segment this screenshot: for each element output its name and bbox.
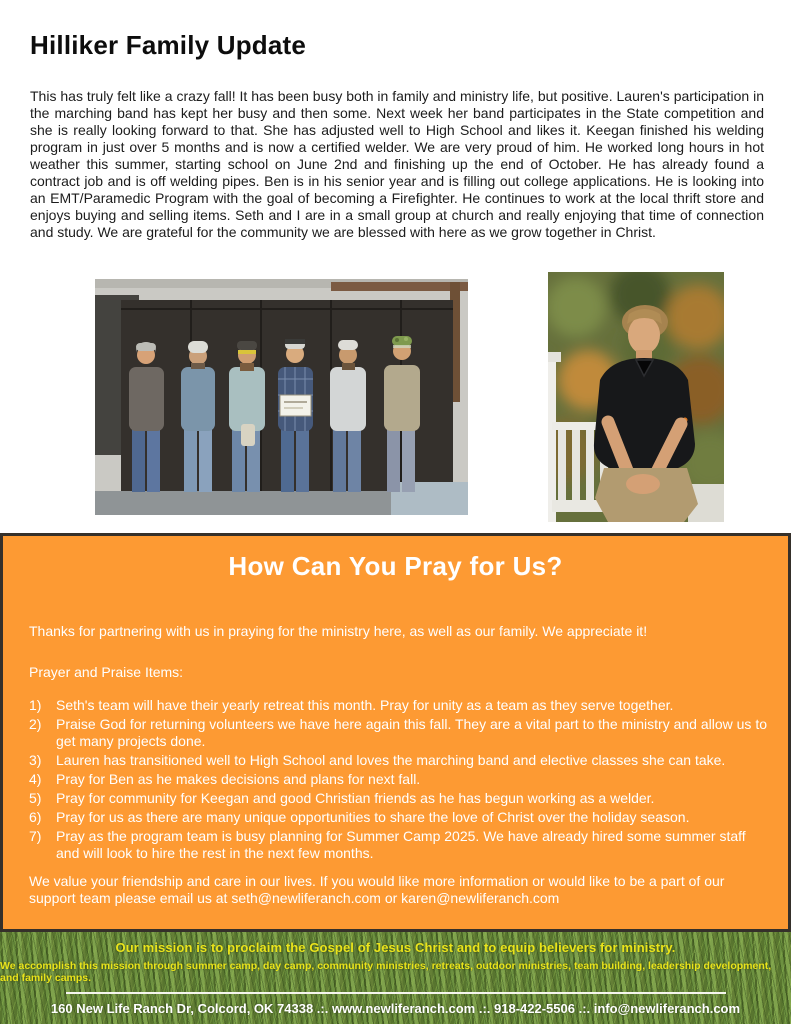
item-number: 7)	[29, 828, 42, 844]
item-number: 3)	[29, 752, 42, 768]
item-number: 2)	[29, 716, 42, 732]
prayer-item	[29, 771, 770, 788]
item-text: Pray for community for Keegan and good Christian friends as he has begun working as a welder.	[56, 790, 655, 806]
item-number: 5)	[29, 790, 42, 806]
mission-statement-line2: We accomplish this mission through summer camp, day camp, community ministries, retreats, outdoor ministries, team building, leadership development, and family camps.	[0, 960, 772, 984]
prayer-item	[29, 716, 770, 750]
welding-group-photo	[95, 279, 468, 515]
item-text: Pray for us as there are many unique opportunities to share the love of Christ over the holiday season.	[56, 809, 690, 825]
item-text: Pray for Ben as he makes decisions and plans for next fall.	[56, 771, 421, 787]
item-text: Seth's team will have their yearly retreat this month. Pray for unity as a team as they serve together.	[56, 697, 674, 713]
ben-portrait-photo	[548, 272, 724, 522]
item-number: 1)	[29, 697, 42, 713]
item-number: 6)	[29, 809, 42, 825]
item-text: Pray as the program team is busy planning for Summer Camp 2025. We have already hired some summer staff and will look to hire the rest in the next few months.	[56, 828, 746, 861]
footer-divider	[66, 992, 726, 994]
prayer-item	[29, 790, 770, 807]
item-text: Lauren has transitioned well to High School and loves the marching band and elective classes she can take.	[56, 752, 726, 768]
closing-paragraph: We value your friendship and care in our lives. If you would like more information or would like to be a part of our support team please email us at seth@newliferanch.com or karen@newliferanch.com	[29, 873, 725, 906]
item-number: 4)	[29, 771, 42, 787]
prayer-heading: How Can You Pray for Us?	[228, 551, 563, 581]
prayer-item	[29, 752, 770, 769]
mission-statement-line1: Our mission is to proclaim the Gospel of Jesus Christ and to equip believers for ministry.	[115, 940, 676, 955]
prayer-item	[29, 697, 770, 714]
grass-footer	[0, 932, 791, 1024]
prayer-section	[0, 533, 791, 932]
prayer-list	[29, 697, 770, 862]
thanks-paragraph: Thanks for partnering with us in praying for the ministry here, as well as our family. We appreciate it!	[29, 623, 648, 639]
prayer-item	[29, 828, 770, 862]
item-text: Praise God for returning volunteers we have here again this fall. They are a vital part to the ministry and allow us to get many projects done.	[56, 716, 767, 749]
page-title: Hilliker Family Update	[30, 30, 307, 60]
intro-paragraph: This has truly felt like a crazy fall! It has been busy both in family and ministry life, but positive. Lauren's participation in the marching band has kept her busy and then some. Next week her band participates in the State competition and she is really looking forward to that. She has adjusted well to High School and likes it. Keegan finished his welding program in just over 5 months and is now a certified welder. We are very proud of him. He worked long hours in hot weather this summer, starting school on June 2nd and finishing up the end of October. He has already found a contract job and is off welding pipes. Ben is in his senior year and is filling out college applications. He is looking into an EMT/Paramedic Program with the goal of becoming a Firefighter. He continues to work at the local thrift store and enjoys buying and selling items. Seth and I are in a small group at church and really enjoying that time of connection and study. We are grateful for the community we are blessed with here as we grow together in Christ.	[30, 88, 764, 240]
prayer-list-title: Prayer and Praise Items:	[29, 664, 184, 680]
contact-info-line: 160 New Life Ranch Dr, Colcord, OK 74338 .:. www.newliferanch.com .:. 918-422-5506 .:. info@newliferanch.com	[50, 1001, 741, 1016]
prayer-item	[29, 809, 770, 826]
